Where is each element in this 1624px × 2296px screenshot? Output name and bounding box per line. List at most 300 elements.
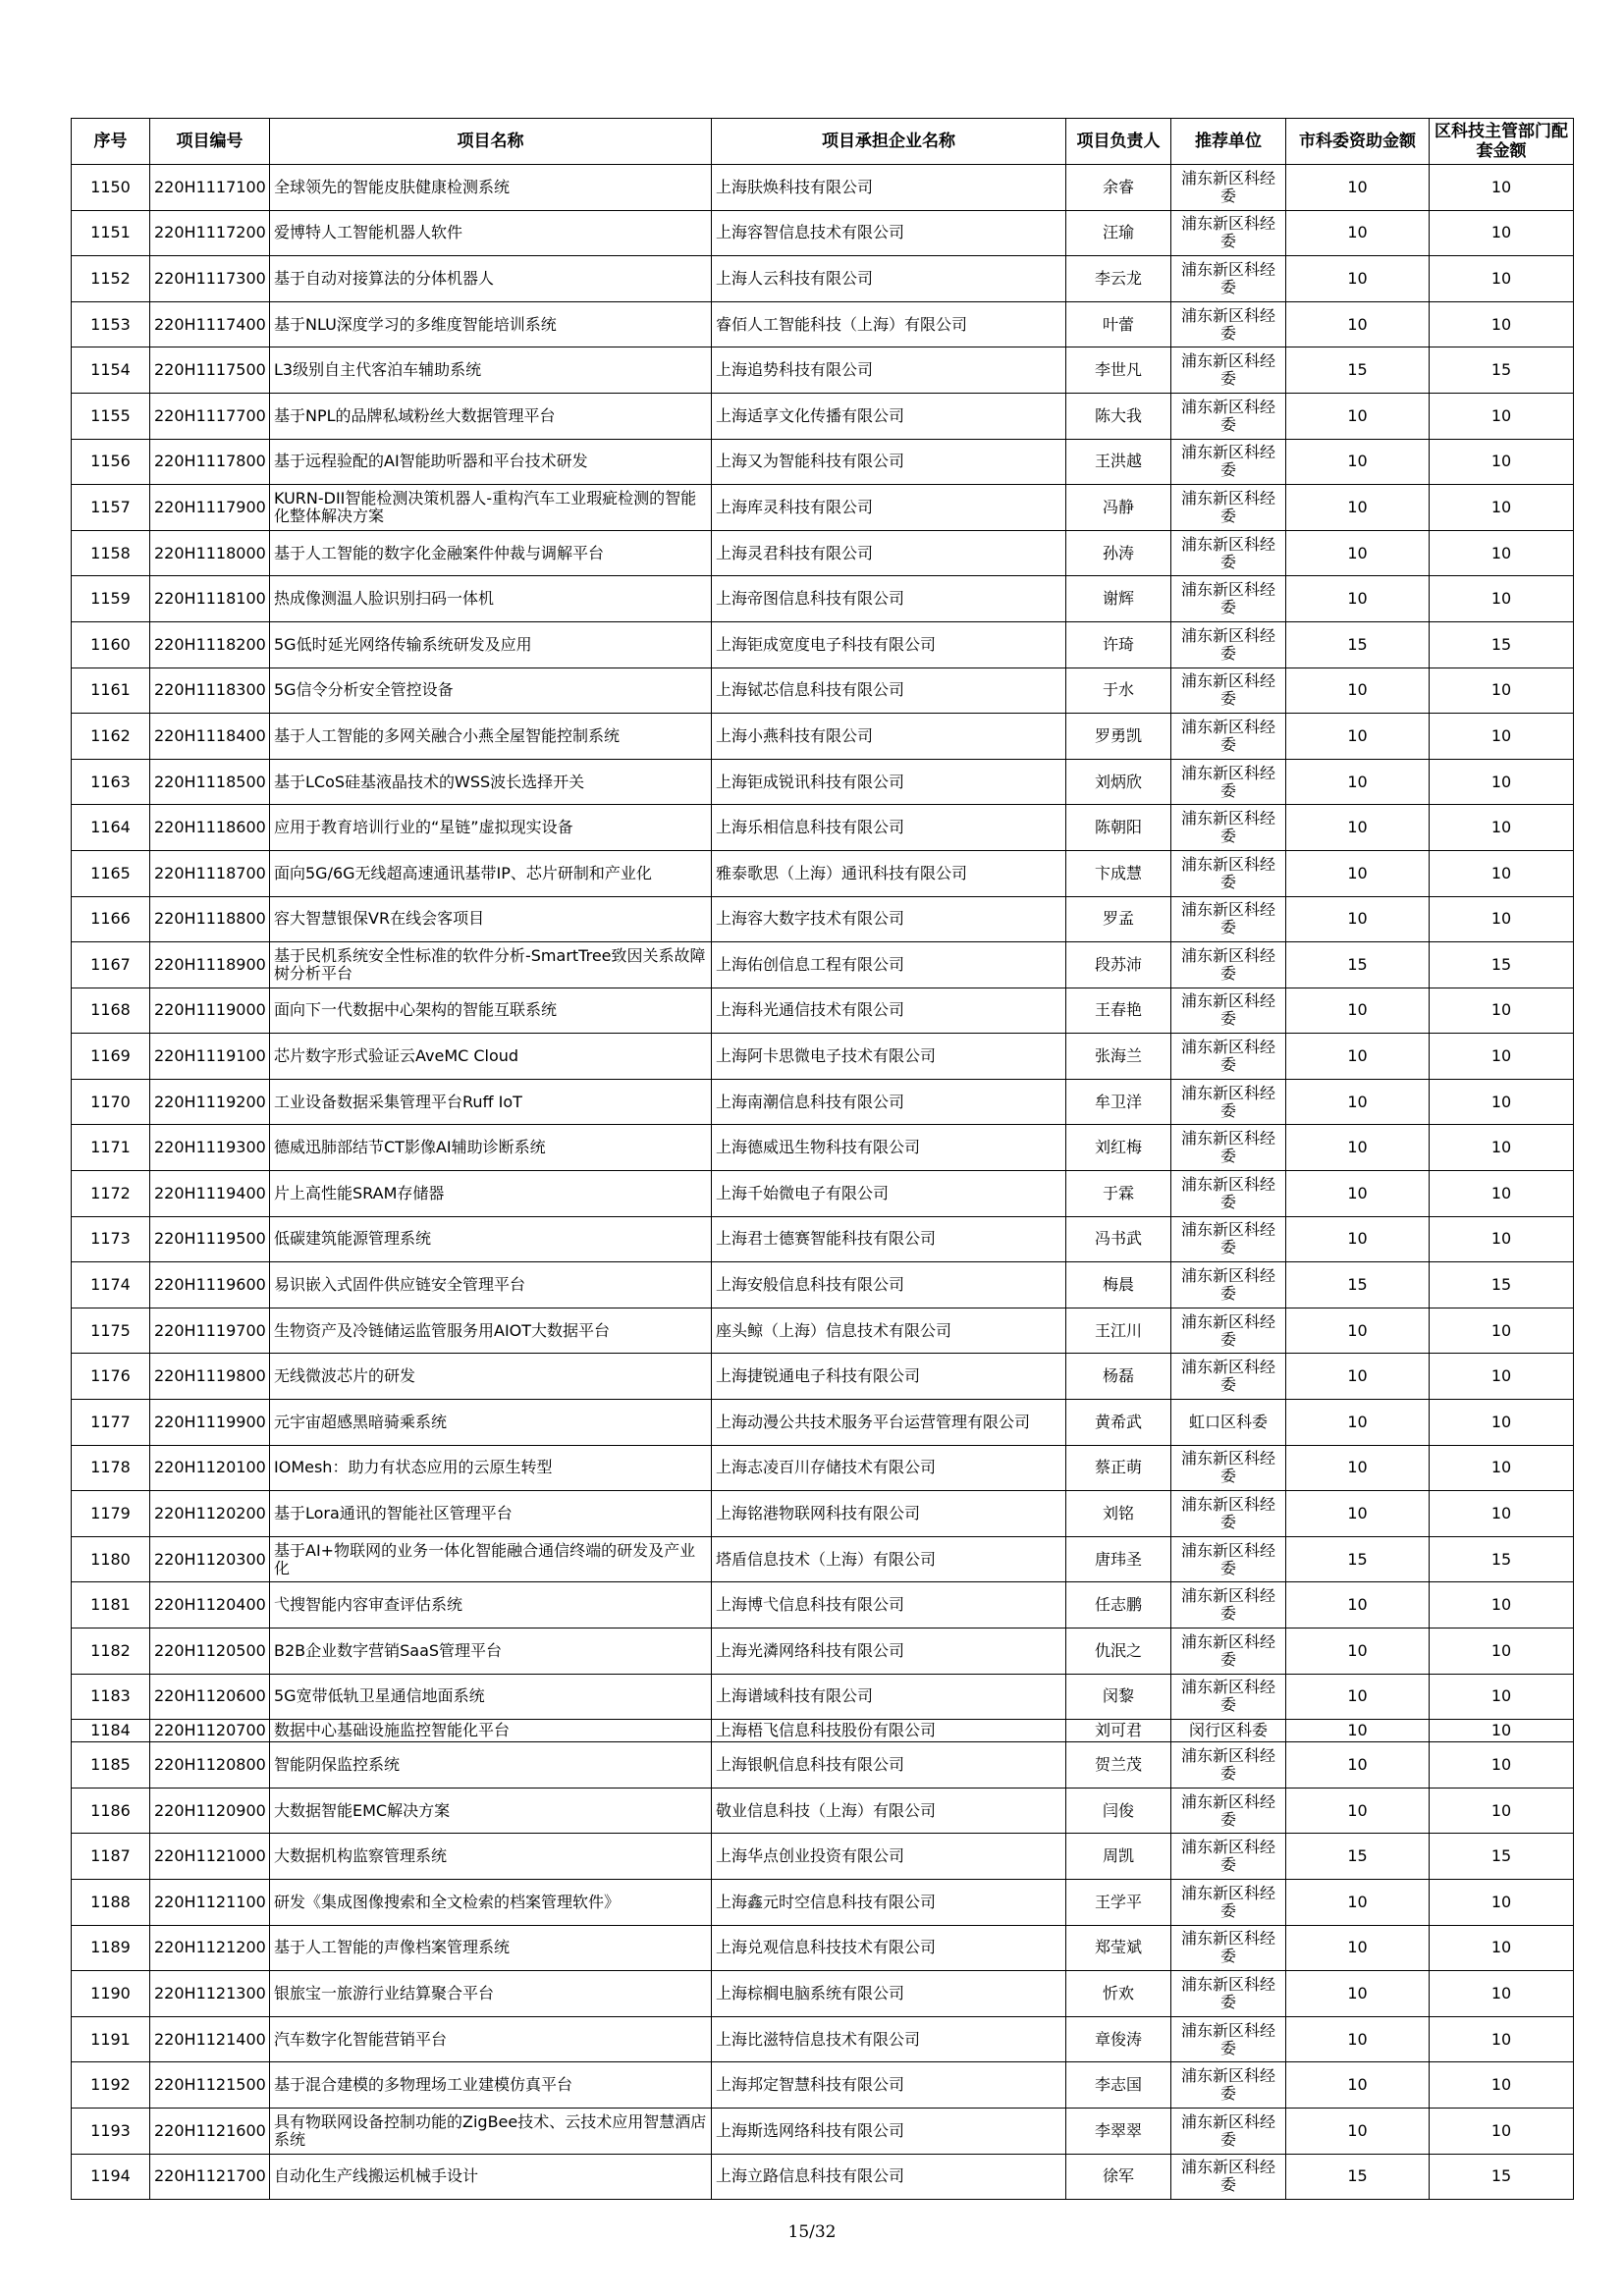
cell-leader: 刘可君 xyxy=(1066,1720,1171,1742)
cell-leader: 罗孟 xyxy=(1066,896,1171,942)
cell-district-funding: 15 xyxy=(1430,2154,1574,2200)
cell-recommender: 浦东新区科经委 xyxy=(1171,210,1286,256)
cell-leader: 于霖 xyxy=(1066,1171,1171,1217)
cell-index: 1186 xyxy=(72,1788,150,1834)
cell-project-name: 弋搜智能内容审查评估系统 xyxy=(270,1582,712,1629)
cell-company: 上海鑫元时空信息科技有限公司 xyxy=(712,1879,1066,1925)
cell-index: 1179 xyxy=(72,1491,150,1537)
cell-project-code: 220H1118000 xyxy=(150,530,270,576)
cell-leader: 仇泯之 xyxy=(1066,1629,1171,1675)
cell-index: 1176 xyxy=(72,1354,150,1400)
cell-index: 1178 xyxy=(72,1445,150,1491)
cell-index: 1171 xyxy=(72,1125,150,1171)
cell-project-name: 基于混合建模的多物理场工业建模仿真平台 xyxy=(270,2062,712,2109)
cell-index: 1194 xyxy=(72,2154,150,2200)
cell-district-funding: 10 xyxy=(1430,2016,1574,2062)
cell-project-name: 低碳建筑能源管理系统 xyxy=(270,1216,712,1262)
cell-city-funding: 15 xyxy=(1286,1262,1430,1308)
cell-city-funding: 10 xyxy=(1286,1788,1430,1834)
cell-recommender: 浦东新区科经委 xyxy=(1171,1834,1286,1880)
cell-project-code: 220H1118700 xyxy=(150,850,270,896)
cell-project-name: 无线微波芯片的研发 xyxy=(270,1354,712,1400)
cell-district-funding: 10 xyxy=(1430,1079,1574,1125)
cell-city-funding: 10 xyxy=(1286,1629,1430,1675)
cell-city-funding: 10 xyxy=(1286,759,1430,805)
table-row xyxy=(72,988,1574,1034)
table-row xyxy=(72,2062,1574,2109)
cell-city-funding: 15 xyxy=(1286,621,1430,667)
cell-district-funding: 15 xyxy=(1430,347,1574,394)
cell-project-name: 基于NLU深度学习的多维度智能培训系统 xyxy=(270,301,712,347)
cell-project-code: 220H1120800 xyxy=(150,1742,270,1789)
cell-leader: 段苏沛 xyxy=(1066,942,1171,988)
table-row xyxy=(72,1079,1574,1125)
cell-project-code: 220H1118800 xyxy=(150,896,270,942)
col-header-leader: 项目负责人 xyxy=(1066,119,1171,165)
cell-index: 1180 xyxy=(72,1536,150,1582)
cell-project-code: 220H1119900 xyxy=(150,1400,270,1446)
cell-project-name: 银旅宝一旅游行业结算聚合平台 xyxy=(270,1971,712,2017)
table-row xyxy=(72,1971,1574,2017)
cell-project-code: 220H1117200 xyxy=(150,210,270,256)
cell-recommender: 浦东新区科经委 xyxy=(1171,1925,1286,1971)
cell-index: 1155 xyxy=(72,393,150,439)
cell-leader: 王江川 xyxy=(1066,1308,1171,1354)
cell-index: 1165 xyxy=(72,850,150,896)
cell-recommender: 浦东新区科经委 xyxy=(1171,1674,1286,1720)
table-row xyxy=(72,1788,1574,1834)
cell-recommender: 浦东新区科经委 xyxy=(1171,1629,1286,1675)
table-row xyxy=(72,1536,1574,1582)
cell-index: 1184 xyxy=(72,1720,150,1742)
cell-city-funding: 10 xyxy=(1286,1674,1430,1720)
cell-recommender: 虹口区科委 xyxy=(1171,1400,1286,1446)
cell-recommender: 浦东新区科经委 xyxy=(1171,1742,1286,1789)
cell-project-name: 应用于教育培训行业的“星链”虚拟现实设备 xyxy=(270,805,712,851)
cell-project-code: 220H1118600 xyxy=(150,805,270,851)
cell-leader: 闵黎 xyxy=(1066,1674,1171,1720)
table-row xyxy=(72,485,1574,531)
table-row xyxy=(72,1216,1574,1262)
cell-district-funding: 10 xyxy=(1430,530,1574,576)
cell-city-funding: 10 xyxy=(1286,1079,1430,1125)
cell-project-code: 220H1121500 xyxy=(150,2062,270,2109)
cell-leader: 余睿 xyxy=(1066,165,1171,211)
cell-company: 雅泰歌思（上海）通讯科技有限公司 xyxy=(712,850,1066,896)
cell-project-name: IOMesh：助力有状态应用的云原生转型 xyxy=(270,1445,712,1491)
cell-project-code: 220H1118200 xyxy=(150,621,270,667)
cell-city-funding: 10 xyxy=(1286,530,1430,576)
cell-project-name: 基于NPL的品牌私域粉丝大数据管理平台 xyxy=(270,393,712,439)
cell-index: 1172 xyxy=(72,1171,150,1217)
cell-leader: 李志国 xyxy=(1066,2062,1171,2109)
cell-index: 1151 xyxy=(72,210,150,256)
cell-index: 1169 xyxy=(72,1034,150,1080)
cell-city-funding: 10 xyxy=(1286,1308,1430,1354)
table-row xyxy=(72,759,1574,805)
cell-district-funding: 10 xyxy=(1430,1354,1574,1400)
cell-leader: 陈朝阳 xyxy=(1066,805,1171,851)
cell-district-funding: 10 xyxy=(1430,850,1574,896)
cell-company: 上海钜成宽度电子科技有限公司 xyxy=(712,621,1066,667)
cell-index: 1175 xyxy=(72,1308,150,1354)
cell-project-code: 220H1118100 xyxy=(150,576,270,622)
cell-city-funding: 10 xyxy=(1286,714,1430,760)
cell-leader: 徐军 xyxy=(1066,2154,1171,2200)
cell-district-funding: 15 xyxy=(1430,1536,1574,1582)
cell-recommender: 浦东新区科经委 xyxy=(1171,1079,1286,1125)
cell-leader: 冯书武 xyxy=(1066,1216,1171,1262)
cell-project-name: 面向5G/6G无线超高速通讯基带IP、芯片研制和产业化 xyxy=(270,850,712,896)
cell-district-funding: 10 xyxy=(1430,1308,1574,1354)
page-number: 15/32 xyxy=(787,2222,837,2242)
cell-project-code: 220H1119300 xyxy=(150,1125,270,1171)
cell-project-name: 具有物联网设备控制功能的ZigBee技术、云技术应用智慧酒店系统 xyxy=(270,2108,712,2154)
cell-recommender: 浦东新区科经委 xyxy=(1171,714,1286,760)
cell-company: 上海比滋特信息技术有限公司 xyxy=(712,2016,1066,2062)
cell-index: 1150 xyxy=(72,165,150,211)
cell-recommender: 浦东新区科经委 xyxy=(1171,1262,1286,1308)
cell-index: 1183 xyxy=(72,1674,150,1720)
cell-recommender: 浦东新区科经委 xyxy=(1171,1034,1286,1080)
cell-recommender: 浦东新区科经委 xyxy=(1171,439,1286,485)
cell-index: 1159 xyxy=(72,576,150,622)
cell-project-code: 220H1117900 xyxy=(150,485,270,531)
table-row xyxy=(72,530,1574,576)
table-body xyxy=(72,165,1574,2200)
cell-leader: 冯静 xyxy=(1066,485,1171,531)
table-row xyxy=(72,347,1574,394)
cell-district-funding: 10 xyxy=(1430,988,1574,1034)
cell-project-name: 基于人工智能的数字化金融案件仲裁与调解平台 xyxy=(270,530,712,576)
table-row xyxy=(72,256,1574,302)
cell-leader: 于水 xyxy=(1066,667,1171,714)
cell-city-funding: 15 xyxy=(1286,2154,1430,2200)
cell-district-funding: 10 xyxy=(1430,210,1574,256)
cell-company: 上海安般信息科技有限公司 xyxy=(712,1262,1066,1308)
cell-company: 上海科光通信技术有限公司 xyxy=(712,988,1066,1034)
cell-project-code: 220H1117700 xyxy=(150,393,270,439)
cell-project-name: 研发《集成图像搜索和全文检索的档案管理软件》 xyxy=(270,1879,712,1925)
cell-project-code: 220H1121700 xyxy=(150,2154,270,2200)
table-row xyxy=(72,576,1574,622)
cell-project-name: 基于AI+物联网的业务一体化智能融合通信终端的研发及产业化 xyxy=(270,1536,712,1582)
cell-project-name: 基于民机系统安全性标准的软件分析-SmartTree致因关系故障树分析平台 xyxy=(270,942,712,988)
cell-city-funding: 10 xyxy=(1286,1125,1430,1171)
table-row xyxy=(72,621,1574,667)
table-row xyxy=(72,1308,1574,1354)
cell-leader: 许琦 xyxy=(1066,621,1171,667)
cell-city-funding: 10 xyxy=(1286,805,1430,851)
cell-project-name: 元宇宙超感黑暗骑乘系统 xyxy=(270,1400,712,1446)
cell-recommender: 浦东新区科经委 xyxy=(1171,485,1286,531)
cell-district-funding: 10 xyxy=(1430,439,1574,485)
cell-index: 1190 xyxy=(72,1971,150,2017)
cell-leader: 章俊涛 xyxy=(1066,2016,1171,2062)
cell-company: 上海铭港物联网科技有限公司 xyxy=(712,1491,1066,1537)
cell-company: 上海兑观信息科技技术有限公司 xyxy=(712,1925,1066,1971)
cell-city-funding: 10 xyxy=(1286,1720,1430,1742)
cell-company: 塔盾信息技术（上海）有限公司 xyxy=(712,1536,1066,1582)
cell-company: 上海南潮信息科技有限公司 xyxy=(712,1079,1066,1125)
cell-recommender: 浦东新区科经委 xyxy=(1171,850,1286,896)
cell-leader: 王洪越 xyxy=(1066,439,1171,485)
cell-project-name: 工业设备数据采集管理平台Ruff IoT xyxy=(270,1079,712,1125)
cell-district-funding: 10 xyxy=(1430,1491,1574,1537)
table-row xyxy=(72,805,1574,851)
cell-district-funding: 10 xyxy=(1430,2108,1574,2154)
cell-index: 1188 xyxy=(72,1879,150,1925)
cell-company: 敬业信息科技（上海）有限公司 xyxy=(712,1788,1066,1834)
cell-project-code: 220H1119700 xyxy=(150,1308,270,1354)
cell-project-name: 5G宽带低轨卫星通信地面系统 xyxy=(270,1674,712,1720)
cell-recommender: 浦东新区科经委 xyxy=(1171,1125,1286,1171)
cell-district-funding: 10 xyxy=(1430,714,1574,760)
cell-district-funding: 10 xyxy=(1430,1582,1574,1629)
cell-recommender: 浦东新区科经委 xyxy=(1171,1788,1286,1834)
cell-project-code: 220H1120500 xyxy=(150,1629,270,1675)
table-row xyxy=(72,1491,1574,1537)
cell-index: 1160 xyxy=(72,621,150,667)
cell-project-name: 5G信令分析安全管控设备 xyxy=(270,667,712,714)
cell-recommender: 浦东新区科经委 xyxy=(1171,1536,1286,1582)
cell-district-funding: 10 xyxy=(1430,1971,1574,2017)
cell-index: 1166 xyxy=(72,896,150,942)
cell-company: 上海谱域科技有限公司 xyxy=(712,1674,1066,1720)
cell-district-funding: 10 xyxy=(1430,485,1574,531)
cell-company: 上海斯选网络科技有限公司 xyxy=(712,2108,1066,2154)
cell-leader: 杨磊 xyxy=(1066,1354,1171,1400)
cell-recommender: 浦东新区科经委 xyxy=(1171,1491,1286,1537)
cell-index: 1173 xyxy=(72,1216,150,1262)
cell-recommender: 浦东新区科经委 xyxy=(1171,805,1286,851)
cell-project-name: 5G低时延光网络传输系统研发及应用 xyxy=(270,621,712,667)
cell-city-funding: 10 xyxy=(1286,1879,1430,1925)
cell-district-funding: 10 xyxy=(1430,759,1574,805)
cell-index: 1185 xyxy=(72,1742,150,1789)
cell-recommender: 浦东新区科经委 xyxy=(1171,1879,1286,1925)
cell-project-code: 220H1120100 xyxy=(150,1445,270,1491)
cell-company: 上海适享文化传播有限公司 xyxy=(712,393,1066,439)
table-row xyxy=(72,2154,1574,2200)
cell-city-funding: 10 xyxy=(1286,1171,1430,1217)
cell-city-funding: 10 xyxy=(1286,667,1430,714)
table-row xyxy=(72,1354,1574,1400)
cell-city-funding: 10 xyxy=(1286,439,1430,485)
cell-company: 上海灵君科技有限公司 xyxy=(712,530,1066,576)
cell-district-funding: 10 xyxy=(1430,1720,1574,1742)
cell-recommender: 闵行区科委 xyxy=(1171,1720,1286,1742)
cell-district-funding: 15 xyxy=(1430,621,1574,667)
table-row xyxy=(72,393,1574,439)
cell-leader: 闫俊 xyxy=(1066,1788,1171,1834)
cell-project-name: 爱博特人工智能机器人软件 xyxy=(270,210,712,256)
cell-district-funding: 10 xyxy=(1430,1125,1574,1171)
cell-project-name: 生物资产及冷链储运监管服务用AIOT大数据平台 xyxy=(270,1308,712,1354)
cell-leader: 陈大我 xyxy=(1066,393,1171,439)
cell-city-funding: 15 xyxy=(1286,942,1430,988)
cell-leader: 蔡正萌 xyxy=(1066,1445,1171,1491)
cell-index: 1189 xyxy=(72,1925,150,1971)
col-header-city-funding: 市科委资助金额 xyxy=(1286,119,1430,165)
cell-leader: 李世凡 xyxy=(1066,347,1171,394)
cell-district-funding: 10 xyxy=(1430,1788,1574,1834)
cell-company: 上海帝图信息科技有限公司 xyxy=(712,576,1066,622)
table-row xyxy=(72,942,1574,988)
cell-recommender: 浦东新区科经委 xyxy=(1171,347,1286,394)
table-row xyxy=(72,1400,1574,1446)
cell-company: 上海棕榈电脑系统有限公司 xyxy=(712,1971,1066,2017)
cell-company: 上海邦定智慧科技有限公司 xyxy=(712,2062,1066,2109)
cell-index: 1163 xyxy=(72,759,150,805)
cell-recommender: 浦东新区科经委 xyxy=(1171,393,1286,439)
table-row xyxy=(72,667,1574,714)
cell-recommender: 浦东新区科经委 xyxy=(1171,667,1286,714)
table-row xyxy=(72,1720,1574,1742)
cell-leader: 叶蕾 xyxy=(1066,301,1171,347)
table-row xyxy=(72,1262,1574,1308)
table-row xyxy=(72,850,1574,896)
cell-company: 上海容智信息技术有限公司 xyxy=(712,210,1066,256)
cell-project-code: 220H1121600 xyxy=(150,2108,270,2154)
cell-index: 1193 xyxy=(72,2108,150,2154)
table-row xyxy=(72,896,1574,942)
cell-index: 1191 xyxy=(72,2016,150,2062)
cell-city-funding: 10 xyxy=(1286,393,1430,439)
cell-project-name: 大数据智能EMC解决方案 xyxy=(270,1788,712,1834)
cell-leader: 张海兰 xyxy=(1066,1034,1171,1080)
table-row xyxy=(72,1034,1574,1080)
cell-index: 1174 xyxy=(72,1262,150,1308)
cell-project-code: 220H1119500 xyxy=(150,1216,270,1262)
cell-city-funding: 10 xyxy=(1286,576,1430,622)
cell-recommender: 浦东新区科经委 xyxy=(1171,1582,1286,1629)
cell-index: 1154 xyxy=(72,347,150,394)
table-row xyxy=(72,165,1574,211)
cell-project-name: 芯片数字形式验证云AveMC Cloud xyxy=(270,1034,712,1080)
cell-leader: 王春艳 xyxy=(1066,988,1171,1034)
cell-index: 1192 xyxy=(72,2062,150,2109)
cell-project-name: 易识嵌入式固件供应链安全管理平台 xyxy=(270,1262,712,1308)
cell-district-funding: 15 xyxy=(1430,1262,1574,1308)
cell-company: 上海银帆信息科技有限公司 xyxy=(712,1742,1066,1789)
cell-district-funding: 10 xyxy=(1430,1445,1574,1491)
cell-company: 上海立路信息科技有限公司 xyxy=(712,2154,1066,2200)
cell-recommender: 浦东新区科经委 xyxy=(1171,942,1286,988)
table-row xyxy=(72,1925,1574,1971)
cell-district-funding: 10 xyxy=(1430,301,1574,347)
cell-city-funding: 10 xyxy=(1286,485,1430,531)
table-row xyxy=(72,1445,1574,1491)
cell-company: 上海乐相信息科技有限公司 xyxy=(712,805,1066,851)
table-row xyxy=(72,2108,1574,2154)
cell-district-funding: 10 xyxy=(1430,1216,1574,1262)
cell-project-code: 220H1119600 xyxy=(150,1262,270,1308)
table-row xyxy=(72,1629,1574,1675)
cell-city-funding: 10 xyxy=(1286,256,1430,302)
cell-project-name: 智能阴保监控系统 xyxy=(270,1742,712,1789)
cell-company: 上海动漫公共技术服务平台运营管理有限公司 xyxy=(712,1400,1066,1446)
table-row xyxy=(72,210,1574,256)
cell-district-funding: 10 xyxy=(1430,576,1574,622)
cell-district-funding: 10 xyxy=(1430,165,1574,211)
cell-leader: 刘红梅 xyxy=(1066,1125,1171,1171)
cell-project-code: 220H1121200 xyxy=(150,1925,270,1971)
cell-project-code: 220H1118300 xyxy=(150,667,270,714)
cell-index: 1187 xyxy=(72,1834,150,1880)
cell-leader: 任志鹏 xyxy=(1066,1582,1171,1629)
cell-city-funding: 10 xyxy=(1286,1491,1430,1537)
cell-recommender: 浦东新区科经委 xyxy=(1171,759,1286,805)
cell-project-code: 220H1119400 xyxy=(150,1171,270,1217)
cell-index: 1177 xyxy=(72,1400,150,1446)
cell-district-funding: 10 xyxy=(1430,1171,1574,1217)
cell-district-funding: 15 xyxy=(1430,1834,1574,1880)
cell-recommender: 浦东新区科经委 xyxy=(1171,1354,1286,1400)
cell-project-code: 220H1121100 xyxy=(150,1879,270,1925)
cell-district-funding: 10 xyxy=(1430,1674,1574,1720)
cell-project-code: 220H1117800 xyxy=(150,439,270,485)
cell-district-funding: 10 xyxy=(1430,1879,1574,1925)
cell-company: 上海华点创业投资有限公司 xyxy=(712,1834,1066,1880)
cell-project-name: 基于自动对接算法的分体机器人 xyxy=(270,256,712,302)
cell-index: 1156 xyxy=(72,439,150,485)
table-row xyxy=(72,1834,1574,1880)
cell-recommender: 浦东新区科经委 xyxy=(1171,1308,1286,1354)
cell-index: 1153 xyxy=(72,301,150,347)
table-row xyxy=(72,1742,1574,1789)
cell-company: 上海佑创信息工程有限公司 xyxy=(712,942,1066,988)
table-row xyxy=(72,439,1574,485)
cell-index: 1167 xyxy=(72,942,150,988)
cell-leader: 李云龙 xyxy=(1066,256,1171,302)
cell-leader: 黄希武 xyxy=(1066,1400,1171,1446)
cell-city-funding: 10 xyxy=(1286,850,1430,896)
col-header-company: 项目承担企业名称 xyxy=(712,119,1066,165)
table-row xyxy=(72,1674,1574,1720)
cell-project-code: 220H1119800 xyxy=(150,1354,270,1400)
cell-city-funding: 10 xyxy=(1286,210,1430,256)
cell-recommender: 浦东新区科经委 xyxy=(1171,2108,1286,2154)
cell-project-name: 德威迅肺部结节CT影像AI辅助诊断系统 xyxy=(270,1125,712,1171)
col-header-index: 序号 xyxy=(72,119,150,165)
cell-project-code: 220H1117500 xyxy=(150,347,270,394)
cell-company: 上海阿卡思微电子技术有限公司 xyxy=(712,1034,1066,1080)
table-row xyxy=(72,1879,1574,1925)
cell-city-funding: 10 xyxy=(1286,1400,1430,1446)
cell-project-code: 220H1118900 xyxy=(150,942,270,988)
cell-project-name: 基于Lora通讯的智能社区管理平台 xyxy=(270,1491,712,1537)
cell-district-funding: 10 xyxy=(1430,1034,1574,1080)
cell-company: 上海人云科技有限公司 xyxy=(712,256,1066,302)
cell-company: 上海博弋信息科技有限公司 xyxy=(712,1582,1066,1629)
cell-recommender: 浦东新区科经委 xyxy=(1171,2154,1286,2200)
col-header-recommender: 推荐单位 xyxy=(1171,119,1286,165)
cell-recommender: 浦东新区科经委 xyxy=(1171,1971,1286,2017)
col-header-district-funding: 区科技主管部门配套金额 xyxy=(1430,119,1574,165)
cell-recommender: 浦东新区科经委 xyxy=(1171,988,1286,1034)
cell-index: 1182 xyxy=(72,1629,150,1675)
cell-city-funding: 15 xyxy=(1286,1834,1430,1880)
cell-leader: 王学平 xyxy=(1066,1879,1171,1925)
cell-company: 上海光潾网络科技有限公司 xyxy=(712,1629,1066,1675)
cell-recommender: 浦东新区科经委 xyxy=(1171,1445,1286,1491)
cell-project-name: 数据中心基础设施监控智能化平台 xyxy=(270,1720,712,1742)
col-header-project-name: 项目名称 xyxy=(270,119,712,165)
cell-leader: 李翠翠 xyxy=(1066,2108,1171,2154)
cell-leader: 梅晨 xyxy=(1066,1262,1171,1308)
cell-company: 上海梧飞信息科技股份有限公司 xyxy=(712,1720,1066,1742)
